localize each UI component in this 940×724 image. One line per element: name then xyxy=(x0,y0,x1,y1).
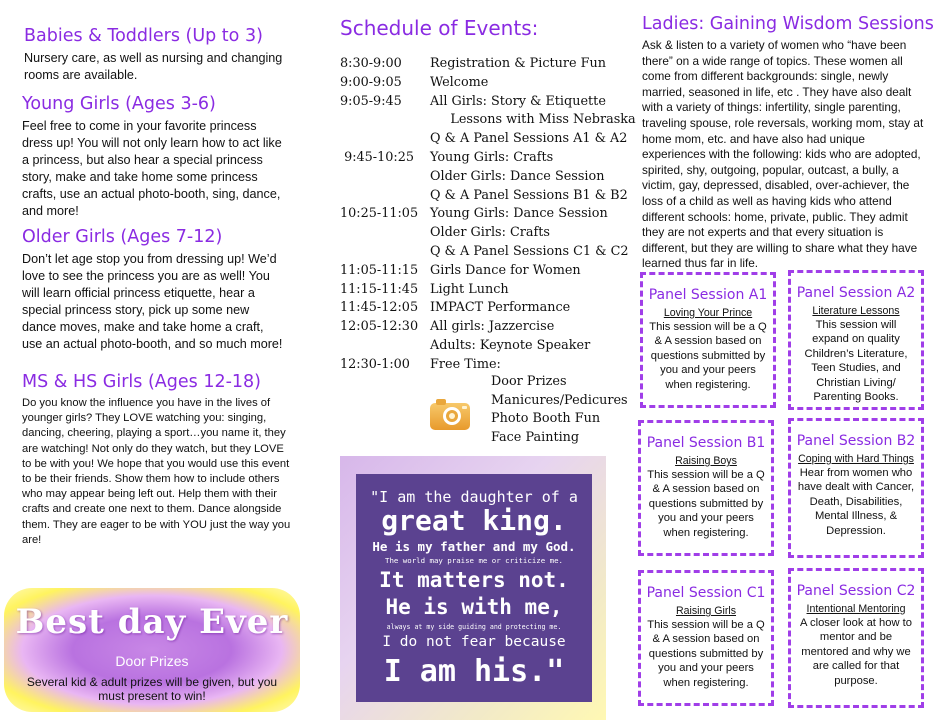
free-time-item: Door Prizes xyxy=(491,374,567,389)
free-time-item: Photo Booth Fun xyxy=(491,411,601,427)
schedule-event: Young Girls: Dance Session xyxy=(430,206,608,222)
quote-line-8: I do not fear because xyxy=(382,634,566,650)
best-day-ever-banner xyxy=(4,588,300,712)
panel-c1-title: Panel Session C1 xyxy=(646,585,766,601)
ladies-wisdom-title: Ladies: Gaining Wisdom Sessions xyxy=(642,14,934,34)
schedule-event: Free Time: xyxy=(430,356,501,372)
quote-frame xyxy=(340,456,606,720)
panel-b1 xyxy=(638,420,774,556)
panel-a1 xyxy=(640,272,776,408)
schedule-event: Light Lunch xyxy=(430,281,509,297)
panel-a1-title: Panel Session A1 xyxy=(648,287,768,303)
panel-c1-subtitle: Raising Girls xyxy=(675,605,737,617)
schedule-event: Adults: Keynote Speaker xyxy=(430,338,591,353)
door-prizes-subtitle: Door Prizes xyxy=(115,653,189,669)
schedule-time: 12:30-1:00 xyxy=(340,356,410,372)
schedule-event: Registration & Picture Fun xyxy=(430,56,607,71)
schedule-event: All Girls: Story & Etiquette xyxy=(430,93,606,109)
schedule-title: Schedule of Events: xyxy=(340,16,539,40)
panel-a2-desc: This session will expand on quality Children’s Literature, Teen Studies, and Christian Living/ Parenting Books. xyxy=(804,319,908,404)
panel-b1-desc: This session will be a Q & A session based on questions submitted by you and your peers when registering. xyxy=(647,469,765,539)
panel-b1-subtitle: Raising Boys xyxy=(675,455,737,467)
schedule-event: Q & A Panel Sessions C1 & C2 xyxy=(430,244,629,259)
quote-line-4: The world may praise me or criticize me. xyxy=(385,556,563,565)
schedule-event: Q & A Panel Sessions B1 & B2 xyxy=(430,187,628,203)
panel-a1-subtitle: Loving Your Prince xyxy=(663,307,753,319)
panel-a2-subtitle: Literature Lessons xyxy=(812,305,900,317)
section-body-young-girls: Feel free to come in your favorite princess dress up! You will not only learn how to act like a princess, but also hear a special princess story, make and take home some princess crafts, use an actual photo-booth, sing, dance, and more! xyxy=(22,119,282,218)
schedule-event: Q & A Panel Sessions A1 & A2 xyxy=(430,131,628,147)
free-time-item: Face Painting xyxy=(491,429,580,445)
free-time-item: Manicures/Pedicures xyxy=(491,392,628,408)
schedule-event: Older Girls: Dance Session xyxy=(430,168,605,184)
schedule-time: 10:25-11:05 xyxy=(340,206,419,222)
section-title-young-girls: Young Girls (Ages 3-6) xyxy=(22,94,216,114)
panel-b2 xyxy=(788,418,924,558)
section-title-babies: Babies & Toddlers (Up to 3) xyxy=(24,26,263,46)
panel-c1-desc: This session will be a Q & A session based on questions submitted by you and your peers when registering. xyxy=(647,619,765,689)
schedule-time: 11:15-11:45 xyxy=(340,281,419,297)
quote-line-2: great king. xyxy=(381,504,567,537)
schedule-column xyxy=(340,0,636,724)
panel-c1 xyxy=(638,570,774,706)
schedule-time: 9:05-9:45 xyxy=(340,93,402,109)
quote-line-5: It matters not. xyxy=(379,568,569,592)
section-title-ms-hs-girls: MS & HS Girls (Ages 12-18) xyxy=(22,372,262,392)
schedule-event: Lessons with Miss Nebraska xyxy=(430,112,636,128)
schedule-time: 11:45-12:05 xyxy=(340,300,419,316)
quote-card xyxy=(356,474,592,702)
schedule-event: Welcome xyxy=(430,74,489,90)
schedule-time: 9:45-10:25 xyxy=(340,150,415,165)
door-prizes-text: Several kid & adult prizes will be given, but you must present to win! xyxy=(26,675,278,703)
panel-b1-title: Panel Session B1 xyxy=(646,435,766,451)
section-body-babies: Nursery care, as well as nursing and changing rooms are available. xyxy=(24,51,283,82)
quote-line-6: He is with me, xyxy=(385,595,563,619)
panel-c2-desc: A closer look at how to mentor and be mentored and why we are called for that purpose. xyxy=(800,617,912,687)
section-body-ms-hs-girls: Do you know the influence you have in the lives of younger girls? They LOVE watching you: singing, dancing, cheering, playing a sport…you name it, they are watching! Not only do they watch, but they LOVE to be with you! We hope that you would use this event to be their friends. Show them how to include others who may appear being left out. Help them with their crafts and create one next to them. Dance alongside them. They are eager to be with YOU just the way you are! xyxy=(22,397,291,546)
section-body-older-girls: Don’t let age stop you from dressing up! We’d love to see the princess you are as well! You will learn official princess etiquette, hear a special princess story, pick up some new dance moves, make and take home a craft, use an actual photo-booth, and so much more! xyxy=(22,252,283,351)
panel-a1-desc: This session will be a Q & A session based on questions submitted by you and your peers when registering. xyxy=(649,321,767,391)
quote-line-3: He is my father and my God. xyxy=(372,539,576,554)
panel-c2-title: Panel Session C2 xyxy=(796,583,916,599)
schedule-time: 8:30-9:00 xyxy=(340,56,402,71)
panel-c2 xyxy=(788,568,924,708)
panel-b2-title: Panel Session B2 xyxy=(796,433,916,449)
schedule-event: Young Girls: Crafts xyxy=(430,150,554,165)
best-day-title: Best day Ever xyxy=(15,602,289,642)
schedule-event: IMPACT Performance xyxy=(430,300,571,316)
schedule-time: 11:05-11:15 xyxy=(340,262,419,278)
panel-b2-desc: Hear from women who have dealt with Cancer, Death, Disabilities, Mental Illness, & Depression. xyxy=(797,467,915,537)
ladies-wisdom-body: Ask & listen to a variety of women who “have been there” on a wide range of topics. These women all come from different backgrounds: single, newly married, seasoned in life, etc . They have also dealt with a variety of things: infertility, single parenting, traveling spouse, role reversals, working mom, stay at home mom, etc. and have also had unique experiences with the following: kids who are adopted, spirited, shy, outgoing, popular, outcast, a bully, a victim, gay, depressed, disabled, over-achiever, the loss of a child as well as having kids who attend different schools: home, private, public. They admit they are not experts and that every situation is different, but they are willing to share what they have learned thus far in life. xyxy=(642,38,924,271)
camera-icon xyxy=(428,396,472,432)
panel-a2-title: Panel Session A2 xyxy=(796,285,916,301)
panel-a2 xyxy=(788,270,924,410)
right-column xyxy=(640,0,934,724)
quote-line-9: I am his." xyxy=(383,654,565,689)
panel-c2-subtitle: Intentional Mentoring xyxy=(806,603,906,615)
panel-b2-subtitle: Coping with Hard Things xyxy=(798,453,914,465)
schedule-time: 12:05-12:30 xyxy=(340,319,419,335)
quote-line-1: "I am the daughter of a xyxy=(370,488,578,506)
schedule-event: All girls: Jazzercise xyxy=(430,319,555,335)
schedule-time: 9:00-9:05 xyxy=(340,74,402,90)
section-title-older-girls: Older Girls (Ages 7-12) xyxy=(22,227,223,247)
quote-line-7: always at my side guiding and protecting me. xyxy=(386,623,562,631)
schedule-event: Girls Dance for Women xyxy=(430,262,581,278)
schedule-event: Older Girls: Crafts xyxy=(430,225,550,241)
